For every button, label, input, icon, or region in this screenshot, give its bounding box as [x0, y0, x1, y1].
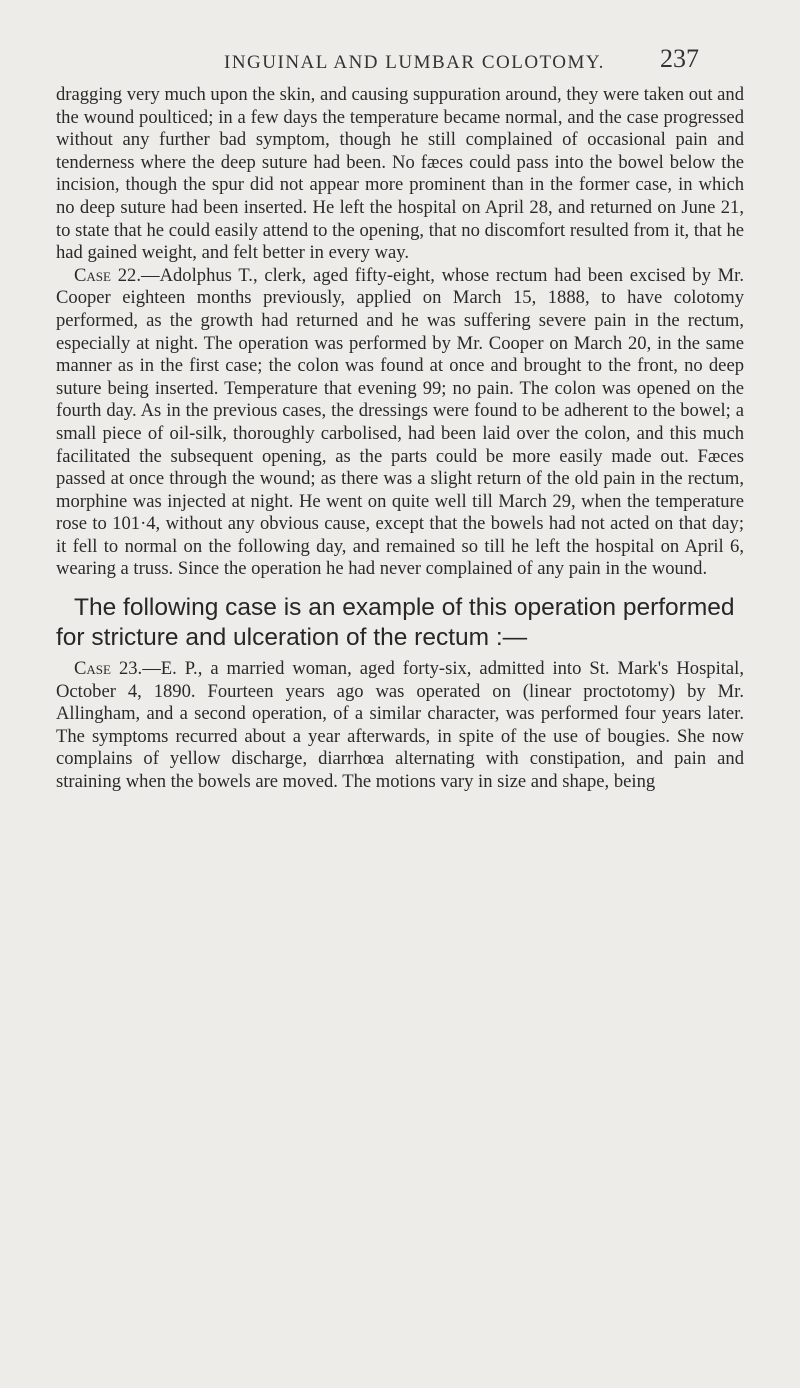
case-label: Case 23. — [74, 658, 143, 680]
paragraph-continuation — [56, 84, 744, 265]
paragraph-case-23 — [56, 658, 744, 794]
lead-in-text: The following case is an example of this operation performed for stricture and ulceration of the rectum :— — [56, 594, 735, 652]
paragraph-text: —E. P., a married woman, aged forty-six, admitted into St. Mark's Hospital, October 4, 1890. Fourteen years ago was operated on (linear proctotomy) by Mr. Allingham, and a second operation, of a similar character, was performed four years later. The symptoms recurred about a year afterwards, in spite of the use of bougies. She now complains of yellow discharge, diarrhœa alternating with constipation, and pain and straining when the bowels are moved. The motions vary in size and shape, being — [56, 658, 744, 793]
body-text — [56, 84, 744, 794]
case-label: Case 22. — [74, 264, 141, 286]
paragraph-case-22 — [56, 265, 744, 581]
page-header — [0, 44, 800, 84]
page-number: 237 — [660, 44, 699, 73]
paragraph-text: —Adolphus T., clerk, aged fifty-eight, whose rectum had been excised by Mr. Cooper eighteen months previously, applied on March 15, 1888, to have colotomy performed, as the growth had returned and he was suffering severe pain in the rectum, especially at night. The operation was performed by Mr. Cooper on March 20, in the same manner as in the first case; the colon was found at once and brought to the front, no deep suture being inserted. Temperature that evening 99; no pain. The colon was opened on the fourth day. As in the previous cases, the dressings were found to be adherent to the bowel; a small piece of oil-silk, thoroughly carbolised, had been laid over the colon, and this much facilitated the subsequent opening, as the parts could be more easily made out. Fæces passed at once through the wound; as there was a slight return of the old pain in the rectum, morphine was injected at night. He went on quite well till March 29, when the temperature rose to 101·4, without any obvious cause, except that the bowels had not acted on that day; it fell to normal on the following day, and remained so till he left the hospital on April 6, wearing a truss. Since the operation he had never complained of any pain in the wound. — [56, 264, 744, 580]
lead-in-paragraph — [56, 593, 744, 653]
running-title: INGUINAL AND LUMBAR COLOTOMY. — [224, 52, 605, 73]
paragraph-text: dragging very much upon the skin, and causing suppuration around, they were taken out and the wound poulticed; in a few days the temperature became normal, and the case progressed without any further bad symptom, though he still complained of occasional pain and tenderness where the deep suture had been. No fæces could pass into the bowel below the incision, though the spur did not appear more prominent than in the former case, in which no deep suture had been inserted. He left the hospital on April 28, and returned on June 21, to state that he could easily attend to the opening, that no discomfort resulted from it, that he had gained weight, and felt better in every way. — [56, 84, 744, 264]
